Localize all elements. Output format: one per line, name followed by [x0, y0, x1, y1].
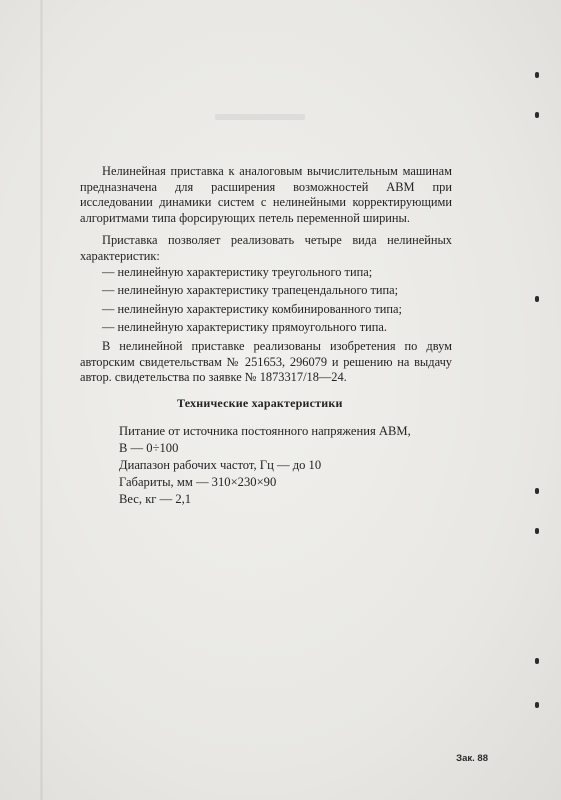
- binder-hole-icon: [535, 72, 539, 78]
- binder-hole-icon: [535, 702, 539, 708]
- list-item: — нелинейную характеристику треугольного типа;: [102, 264, 373, 279]
- patents-paragraph: В нелинейной приставке реализованы изобретения по двум авторским свидетельствам № 251653, 296079 и решению на выдачу автор. свидетельства по заявке № 1873317/18—24.: [80, 338, 452, 385]
- binder-hole-icon: [535, 296, 539, 302]
- order-number: Зак. 88: [456, 753, 488, 764]
- features-paragraph: Приставка позволяет реализовать четыре вида нелинейных характеристик:: [80, 233, 452, 263]
- specs-list: [119, 423, 459, 508]
- binder-hole-icon: [535, 112, 539, 118]
- list-item: — нелинейную характеристику трапецендального типа;: [102, 283, 399, 298]
- spec-line: В — 0÷100: [119, 441, 179, 455]
- binder-hole-icon: [535, 488, 539, 494]
- characteristics-list: [80, 265, 452, 336]
- spec-line: Диапазон рабочих частот, Гц — до 10: [119, 458, 322, 472]
- binder-hole-icon: [535, 528, 539, 534]
- spec-line: Габариты, мм — 310×230×90: [119, 475, 277, 489]
- main-text: [80, 164, 452, 386]
- spec-line: Вес, кг — 2,1: [119, 492, 192, 506]
- spec-line: Питание от источника постоянного напряжения АВМ,: [119, 424, 411, 438]
- intro-paragraph: Нелинейная приставка к аналоговым вычислительным машинам предназначена для расширения возможностей АВМ при исследовании динамики систем с нелинейными корректирующими алгоритмами типа форсирующих петель переменной ширины.: [80, 164, 452, 225]
- page-fold-shadow: [40, 0, 43, 800]
- faded-heading: [215, 114, 305, 120]
- specs-heading: Технические характеристики: [177, 396, 343, 410]
- list-item: — нелинейную характеристику комбинированного типа;: [102, 301, 402, 316]
- binder-hole-icon: [535, 658, 539, 664]
- list-item: — нелинейную характеристику прямоугольного типа.: [102, 320, 387, 335]
